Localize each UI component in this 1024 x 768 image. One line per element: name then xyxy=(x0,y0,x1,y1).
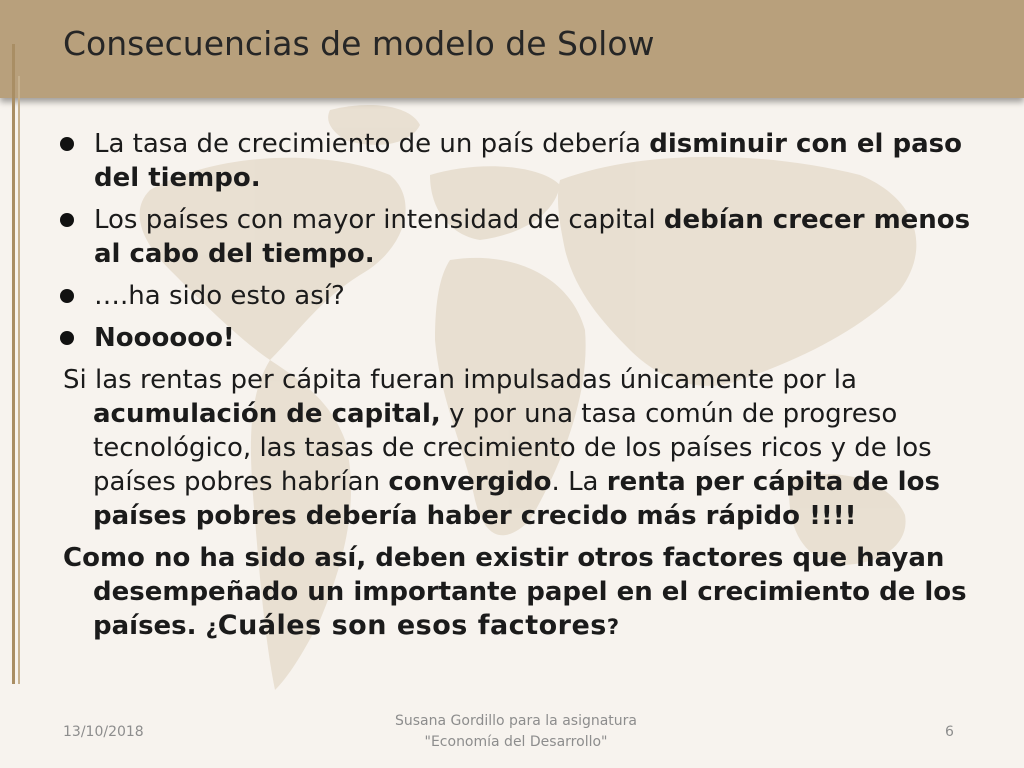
bullet-dot-icon xyxy=(60,331,74,345)
bullet-item: La tasa de crecimiento de un país debería disminuir con el paso del tiempo. xyxy=(56,127,976,195)
page-number: 6 xyxy=(945,724,954,740)
bullet-item: ….ha sido esto así? xyxy=(56,279,976,313)
slide-content xyxy=(56,127,976,652)
bullet-dot-icon xyxy=(60,213,74,227)
bullet-item: Noooooo! xyxy=(56,321,976,355)
paragraph-factors: Como no ha sido así, deben existir otros factores que hayan desempeñado un importante papel en el crecimiento de los países. ¿Cuáles son esos factores? xyxy=(63,543,967,641)
bullet-dot-icon xyxy=(60,137,74,151)
slide-title: Consecuencias de modelo de Solow xyxy=(63,24,655,63)
left-decorative-rule xyxy=(12,44,15,684)
footer-author: Susana Gordillo para la asignatura "Economía del Desarrollo" xyxy=(395,713,637,750)
paragraph-capital: Si las rentas per cápita fueran impulsadas únicamente por la acumulación de capital, y por una tasa común de progreso tecnológico, las tasas de crecimiento de los países ricos y de los países pobres habrían convergido. La renta per cápita de los países pobres debería haber crecido más rápido !!!! xyxy=(63,365,940,531)
left-decorative-rule-inner xyxy=(18,76,20,684)
bullet-dot-icon xyxy=(60,289,74,303)
footer-date: 13/10/2018 xyxy=(63,724,144,740)
bullet-item: Los países con mayor intensidad de capital debían crecer menos al cabo del tiempo. xyxy=(56,203,976,271)
